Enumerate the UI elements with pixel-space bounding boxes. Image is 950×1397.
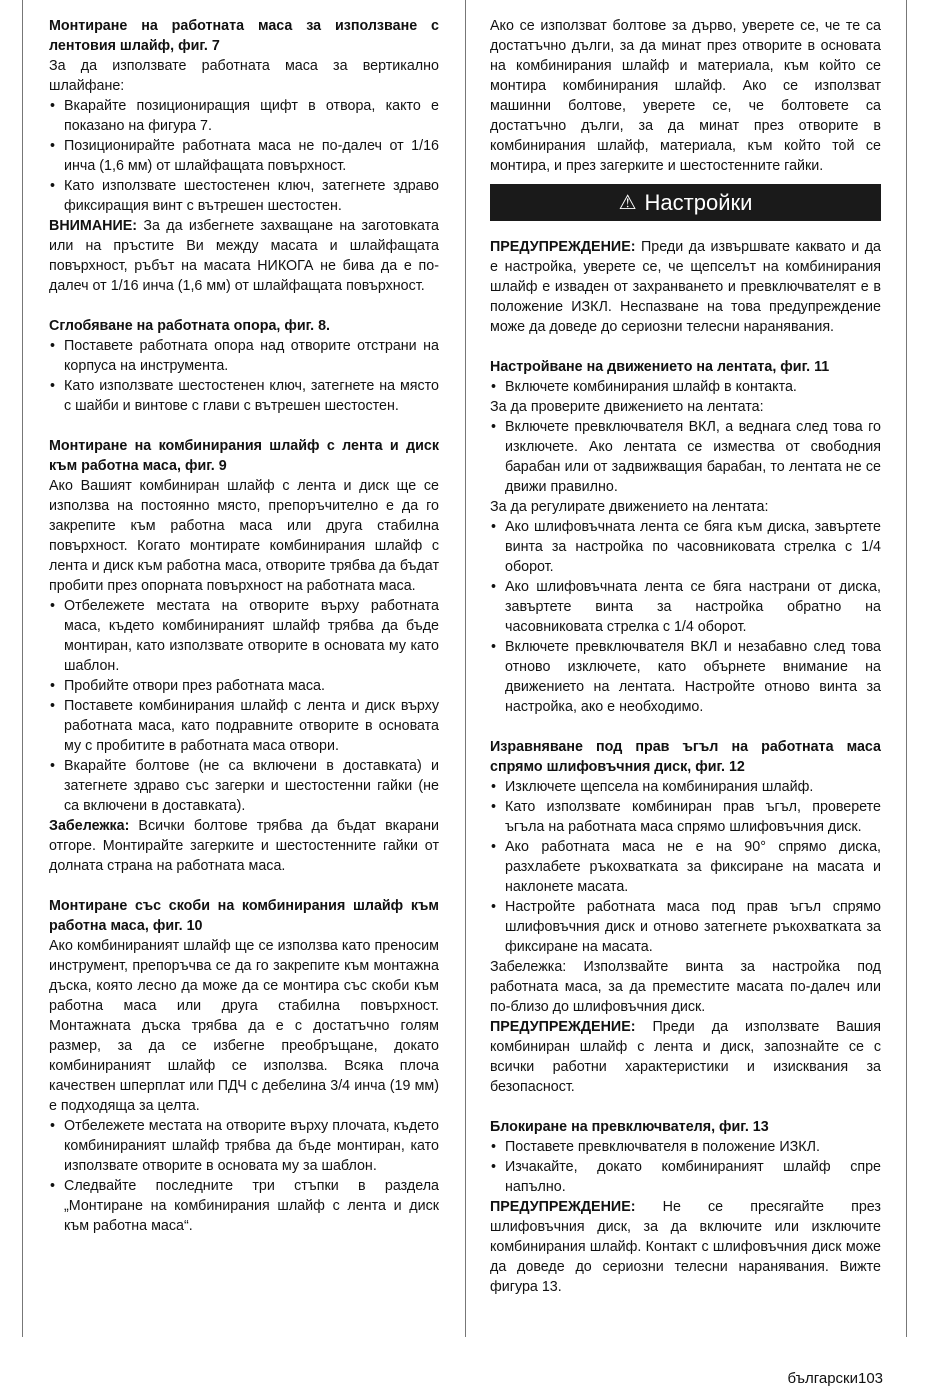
section-title: Сглобяване на работната опора, фиг. 8. bbox=[49, 318, 331, 334]
list-item: • Включете превключвателя ВКЛ и незабавно след това отново изключете, като обърнете внимание на движението на лентата. Настройте отново винта за настройка, ако е необходимо. bbox=[490, 637, 881, 717]
section-body: Ако Вашият комбиниран шлайф с лента и диск ще се използва на постоянно място, препоръчително е да го закрепите към работна маса или друга стабилна повърхност. Когато монтирате комбинирания шлайф с лента и диск към работна маса, отворите трябва да бъдат пробити през опорната повърхност на работната маса. bbox=[49, 478, 439, 594]
list-item: • Като използвате шестостенен ключ, затегнете на място с шайби и винтове с глави с вътрешен шестостен. bbox=[49, 376, 439, 416]
banner-title: Настройки bbox=[644, 189, 753, 215]
list-item: • Поставете комбинирания шлайф с лента и диск върху работната маса, като подравните отворите в основата му с пробитите в работната маса отвори. bbox=[49, 696, 439, 756]
warning-label: ПРЕДУПРЕЖДЕНИЕ: bbox=[490, 1019, 636, 1035]
list-item: • Ако шлифовъчната лента се бяга към диска, завъртете винта за настройка по часовниковата стрелка с 1/4 оборот. bbox=[490, 517, 881, 577]
section-clamp-mount bbox=[49, 896, 439, 1236]
right-column bbox=[490, 16, 881, 1297]
list-item: • Поставете превключвателя в положение ИЗКЛ. bbox=[490, 1137, 881, 1157]
left-margin-rule bbox=[22, 0, 23, 1337]
list-item: • Ако работната маса не е на 90° спрямо диска, разхлабете ръкохватката за фиксиране на масата и наклонете масата. bbox=[490, 837, 881, 897]
list-item: • Включете комбинирания шлайф в контакта. bbox=[490, 377, 881, 397]
left-column bbox=[49, 16, 439, 1236]
list-item: • Настройте работната маса под прав ъгъл спрямо шлифовъчния диск и отново затегнете ръкохватката за фиксиране на масата. bbox=[490, 897, 881, 957]
bullet-list bbox=[49, 1116, 439, 1236]
list-item: • Включете превключвателя ВКЛ, а веднага след това го изключете. Ако лентата се измества от свободния барабан или от задвижващия барабан, то лентата не се движи правилно. bbox=[490, 417, 881, 497]
step-heading: За да регулирате движението на лентата: bbox=[490, 499, 769, 515]
right-margin-rule bbox=[906, 0, 907, 1337]
list-item: • Поставете работната опора над отворите отстрани на корпуса на инструмента. bbox=[49, 336, 439, 376]
section-belt-tracking bbox=[490, 357, 881, 717]
section-title: Блокиране на превключвателя, фиг. 13 bbox=[490, 1119, 769, 1135]
warning-label: ПРЕДУПРЕЖДЕНИЕ: bbox=[490, 1199, 636, 1215]
list-item: • Като използвате шестостенен ключ, затегнете здраво фиксиращия винт с вътрешен шестостен. bbox=[49, 176, 439, 216]
list-item: • Изчакайте, докато комбинираният шлайф спре напълно. bbox=[490, 1157, 881, 1197]
section-title: Монтиране със скоби на комбинирания шлайф към работна маса, фиг. 10 bbox=[49, 898, 439, 934]
list-item: • Вкарайте позициониращия щифт в отвора, както е показано на фигура 7. bbox=[49, 96, 439, 136]
section-title: Изравняване под прав ъгъл на работната маса спрямо шлифовъчния диск, фиг. 12 bbox=[490, 739, 881, 775]
note-label: Забележка: bbox=[49, 818, 130, 834]
note-paragraph bbox=[49, 816, 439, 876]
list-item: • Отбележете местата на отворите върху плочата, където комбинираният шлайф трябва да бъде монтиран, като използвате отворите в основата му за шаблон. bbox=[49, 1116, 439, 1176]
section-title: Монтиране на работната маса за използване с лентовия шлайф, фиг. 7 bbox=[49, 18, 439, 54]
section-mount-bench bbox=[49, 436, 439, 876]
list-item: • Ако шлифовъчната лента се бяга настрани от диска, завъртете винта за настройка обратно на часовниковата стрелка с 1/4 оборот. bbox=[490, 577, 881, 637]
warning-paragraph bbox=[490, 1017, 881, 1097]
list-item: • Следвайте последните три стъпки в раздела „Монтиране на комбинирания шлайф с лента и диск към работна маса“. bbox=[49, 1176, 439, 1236]
bullet-list bbox=[49, 596, 439, 816]
warning-text: Преди да използвате Вашия комбиниран шлайф с лента и диск, запознайте се с всички работни характеристики и изисквания за безопасност. bbox=[490, 1019, 881, 1095]
caution-paragraph bbox=[49, 216, 439, 296]
list-item: • Като използвате комбиниран прав ъгъл, проверете ъгъла на работната маса спрямо шлифовъчния диск. bbox=[490, 797, 881, 837]
section-work-support bbox=[49, 316, 439, 416]
step-heading: За да проверите движението на лентата: bbox=[490, 399, 764, 415]
list-item: • Позиционирайте работната маса не по-далеч от 1/16 инча (1,6 мм) от шлайфащата повърхност. bbox=[49, 136, 439, 176]
warning-label: ПРЕДУПРЕЖДЕНИЕ: bbox=[490, 239, 636, 255]
section-title: Настройване на движението на лентата, фиг. 11 bbox=[490, 359, 830, 375]
bullet-list bbox=[490, 417, 881, 497]
list-item: • Вкарайте болтове (не са включени в доставката) и затегнете здраво със загерки и шестостенни гайки (не са включени в доставката). bbox=[49, 756, 439, 816]
warning-paragraph bbox=[490, 237, 881, 337]
warning-triangle-icon: ⚠ bbox=[618, 191, 637, 214]
caution-label: ВНИМАНИЕ: bbox=[49, 218, 138, 234]
section-table-square bbox=[490, 737, 881, 1097]
bullet-list bbox=[49, 96, 439, 216]
bullet-list bbox=[49, 336, 439, 416]
section-table-belt bbox=[49, 16, 439, 296]
section-switch-lock bbox=[490, 1117, 881, 1297]
note-text: Всички болтове трябва да бъдат вкарани отгоре. Монтирайте загерките и шестостенните гайки от долната страна на работната маса. bbox=[49, 818, 439, 874]
adjustments-banner bbox=[490, 184, 881, 221]
list-item: • Пробийте отвори през работната маса. bbox=[49, 676, 439, 696]
bullet-list bbox=[490, 377, 881, 397]
section-body: Ако комбинираният шлайф ще се използва като преносим инструмент, препоръчва се да го закрепите към монтажна дъска, която лесно да може да се монтира със скоби към работна маса или друга стабилна повърхност. Монтажната дъска трябва да е с достатъчно голям размер, за да се избегне преобръщане, докато комбинираният шлайф се използва. Всяка плоча качествен шперплат или ПДЧ с дебелина 3/4 инча (19 мм) е подходяща за целта. bbox=[49, 938, 439, 1114]
warning-text: Не се пресягайте през шлифовъчния диск, за да включите или изключите комбинирания шлайф. Контакт с шлифовъчния диск може да доведе до сериозни телесни наранявания. Вижте фигура 13. bbox=[490, 1199, 881, 1295]
bullet-list bbox=[490, 777, 881, 957]
caution-text: За да избегнете захващане на заготовката или на пръстите Ви между масата и шлайфащата повърхност, ръбът на масата НИКОГА не бива да е по-далеч от 1/16 инча (1,6 мм) от шлайфащата повърхност. bbox=[49, 218, 439, 294]
bolts-paragraph: Ако се използват болтове за дърво, уверете се, че те са достатъчно дълги, за да минат през отворите в основата на комбинирания шлайф и материала, към който се монтира комбинирания шлайф. Ако се използват машинни болтове, уверете се, че болтовете са достатъчно дълги, за да минат през отворите в комбинирания шлайф, материала, към който той се монтира, и през загерките и шестостенните гайки. bbox=[490, 18, 881, 174]
bullet-list bbox=[490, 1137, 881, 1197]
warning-paragraph bbox=[490, 1197, 881, 1297]
note-paragraph: Забележка: Използвайте винта за настройка под работната маса, за да преместите масата по-далеч или по-близо до шлифовъчния диск. bbox=[490, 959, 881, 1015]
warning-text: Преди да извършвате каквато и да е настройка, уверете се, че щепселът на комбинирания шлайф е изваден от захранването и превключвателят е в положение ИЗКЛ. Неспазване на това предупреждение може да доведе до сериозни телесни наранявания. bbox=[490, 239, 881, 335]
center-column-rule bbox=[465, 0, 466, 1337]
list-item: • Изключете щепсела на комбинирания шлайф. bbox=[490, 777, 881, 797]
section-intro: За да използвате работната маса за вертикално шлайфане: bbox=[49, 58, 439, 94]
list-item: • Отбележете местата на отворите върху работната маса, където комбинираният шлайф трябва да бъде монтиран, като използвате отворите в основата му като шаблон. bbox=[49, 596, 439, 676]
bullet-list bbox=[490, 517, 881, 717]
page-footer: български103 bbox=[787, 1370, 883, 1387]
section-title: Монтиране на комбинирания шлайф с лента и диск към работна маса, фиг. 9 bbox=[49, 438, 439, 474]
